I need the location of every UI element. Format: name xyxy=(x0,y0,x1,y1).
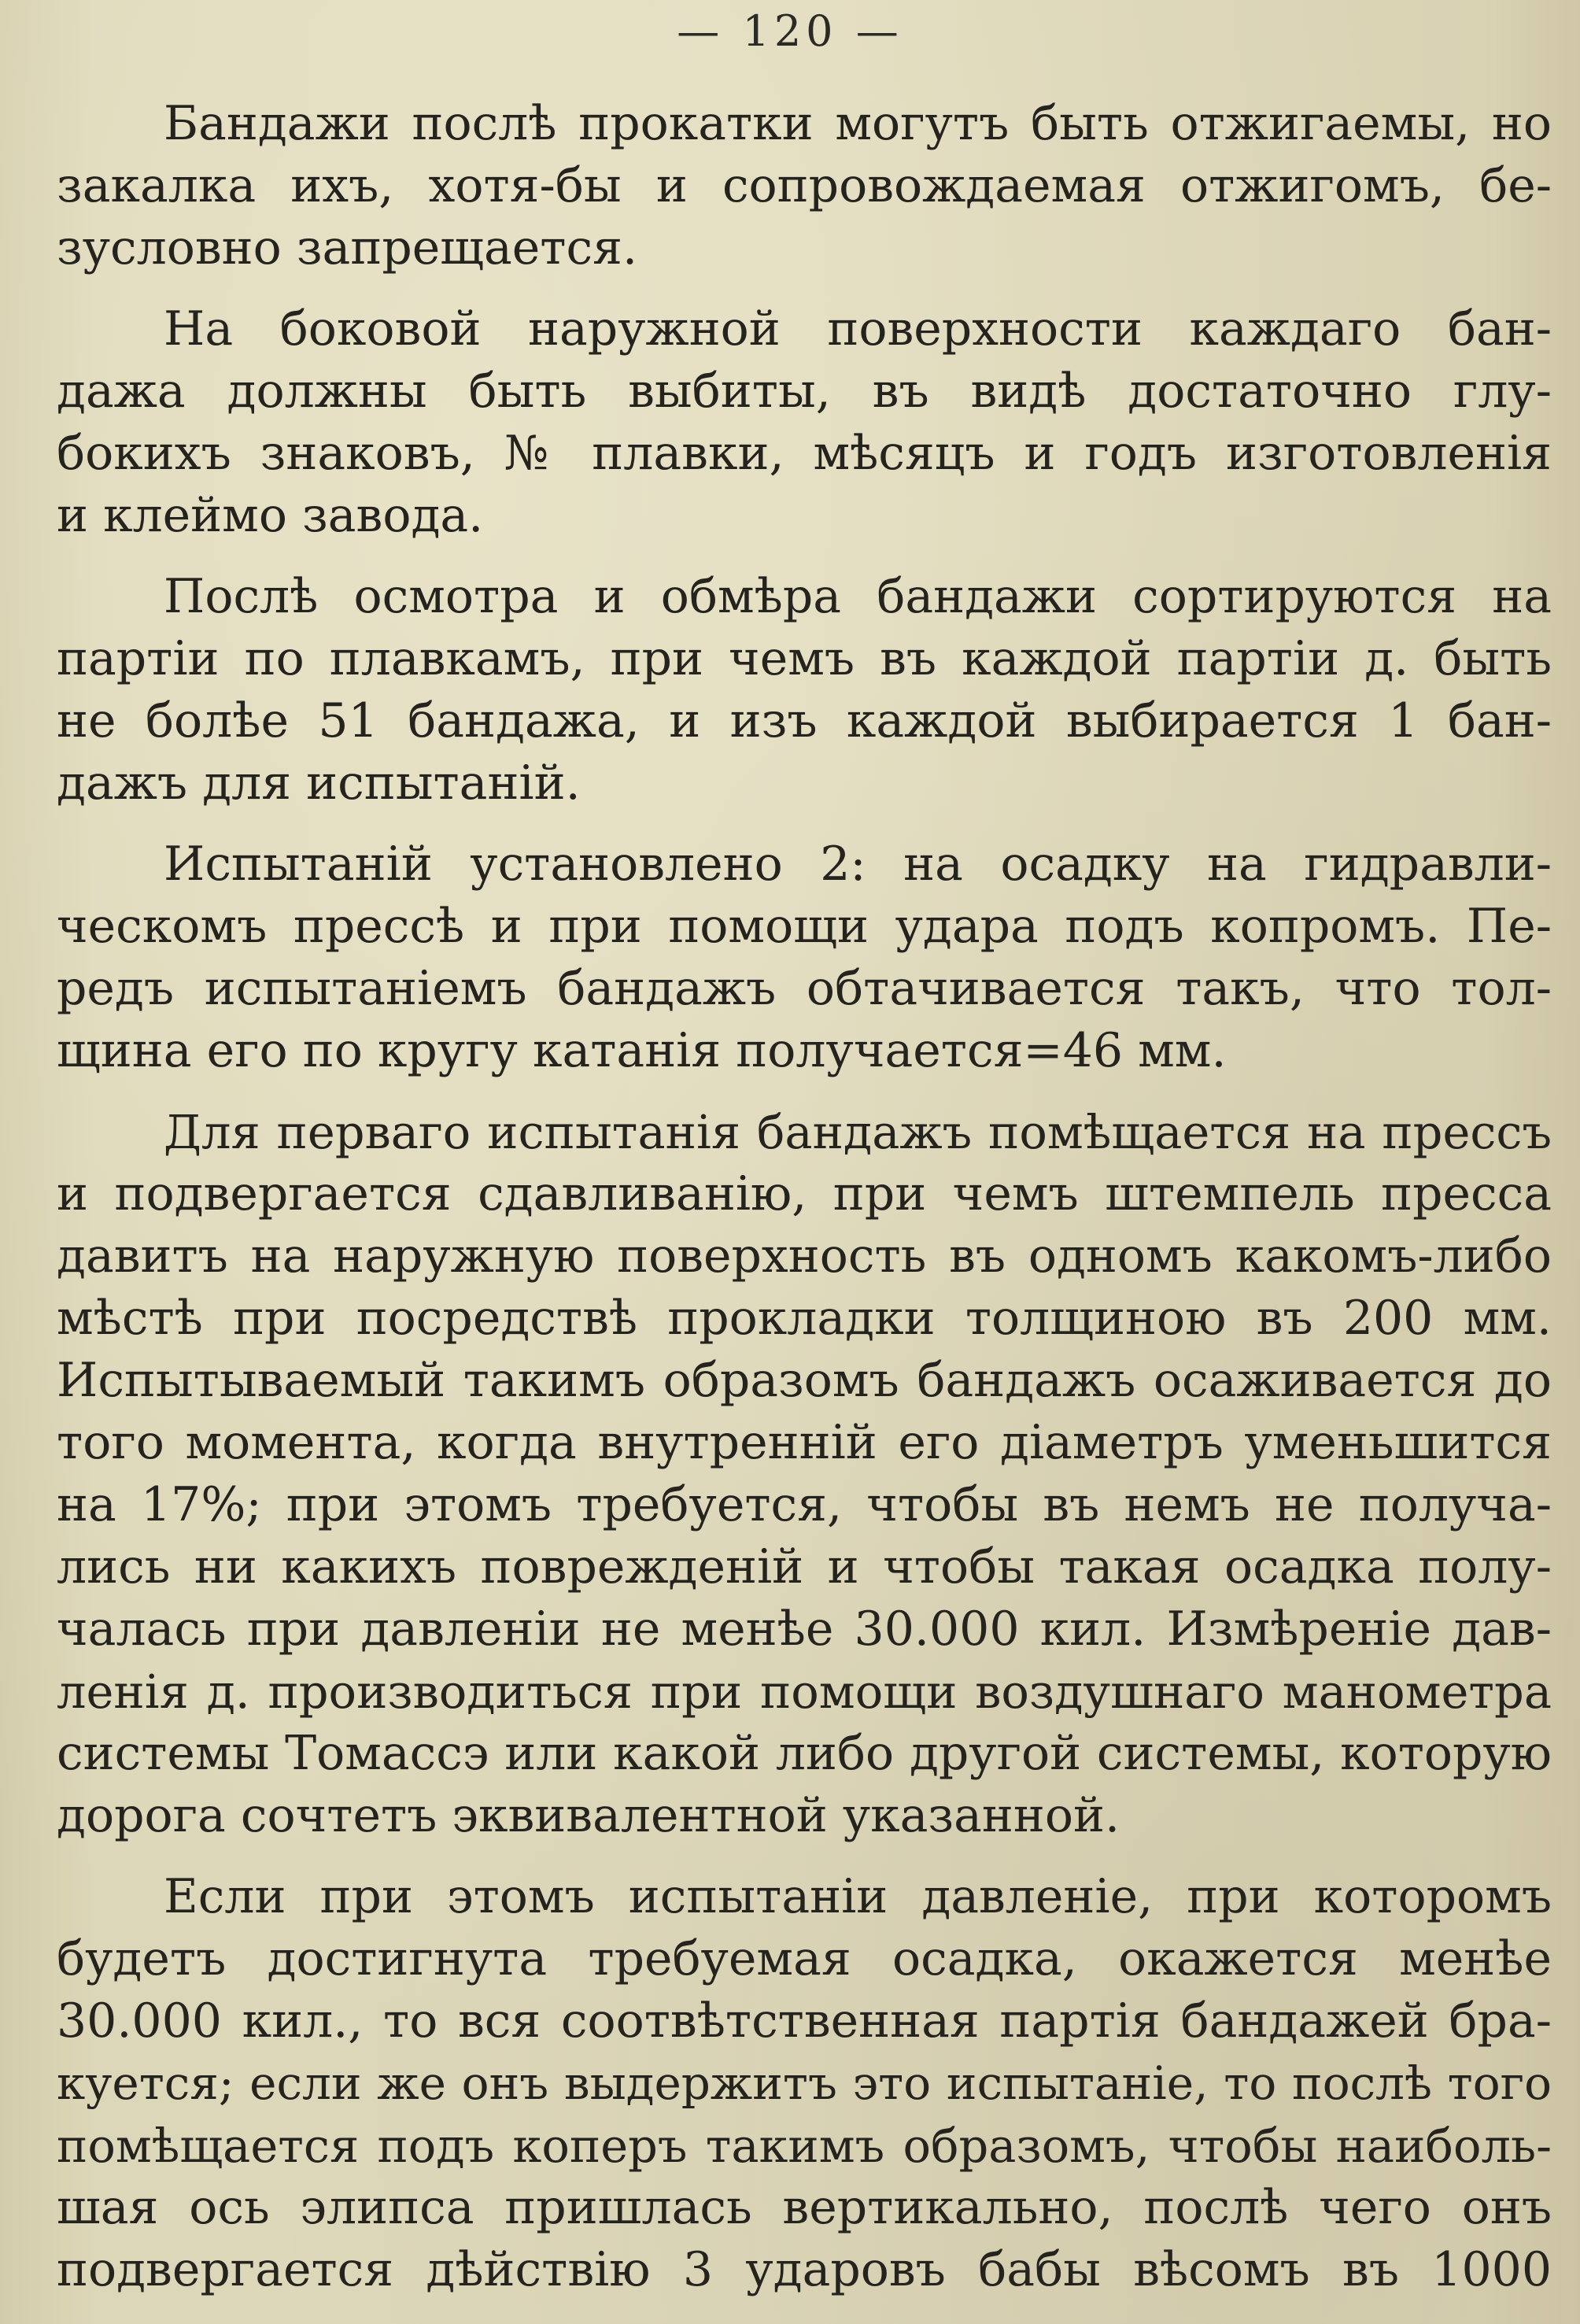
text-line: дорога сочтетъ эквивалентной указанной. xyxy=(57,1788,1120,1843)
text-line: Если при этомъ испытаніи давленіе, при которомъ xyxy=(164,1869,1552,1924)
text-line: помѣщается подъ коперъ такимъ образомъ, чтобы наиболь- xyxy=(57,2119,1552,2173)
text-line: и клеймо завода. xyxy=(57,488,484,543)
paragraph-2 xyxy=(57,298,1552,547)
text-line: подвергается дѣйствію 3 ударовъ бабы вѣсомъ въ 1000 xyxy=(57,2242,1552,2297)
text-line: Испытаній установлено 2: на осадку на гидравли- xyxy=(164,837,1552,892)
text-line: редъ испытаніемъ бандажъ обтачивается такъ, что тол- xyxy=(57,961,1552,1016)
text-line: давитъ на наружную поверхность въ одномъ какомъ-либо xyxy=(57,1229,1552,1284)
text-line: дажа должны быть выбиты, въ видѣ достаточно глу- xyxy=(57,364,1552,419)
text-line: куется; если же онъ выдержитъ это испытаніе, то послѣ того xyxy=(57,2056,1552,2110)
paragraph-1 xyxy=(57,93,1552,279)
body-text xyxy=(57,93,1552,2320)
text-line: закалка ихъ, хотя-бы и сопровождаемая отжигомъ, бе- xyxy=(57,158,1552,213)
text-line: дажъ для испытаній. xyxy=(57,756,581,811)
paragraph-5 xyxy=(57,1101,1552,1847)
text-line: шая ось элипса пришлась вертикально, послѣ чего онъ xyxy=(57,2180,1552,2235)
text-line: бокихъ знаковъ, № плавки, мѣсяцъ и годъ изготовленія xyxy=(57,426,1552,481)
text-line: ленія д. производиться при помощи воздушнаго манометра xyxy=(57,1664,1552,1719)
text-line: на 17%; при этомъ требуется, чтобы въ немъ не получа- xyxy=(57,1477,1552,1532)
text-line: того момента, когда внутренній его діаметръ уменьшится xyxy=(57,1415,1552,1470)
text-line: и подвергается сдавливанію, при чемъ штемпель пресса xyxy=(57,1166,1552,1221)
text-line: зусловно запрещается. xyxy=(57,220,638,275)
text-line: Испытываемый такимъ образомъ бандажъ осаживается до xyxy=(57,1353,1552,1408)
text-line: ческомъ прессѣ и при помощи удара подъ копромъ. Пе- xyxy=(57,899,1552,954)
text-line: мѣстѣ при посредствѣ прокладки толщиною въ 200 мм. xyxy=(57,1291,1552,1346)
paragraph-4 xyxy=(57,833,1552,1082)
paragraph-3 xyxy=(57,566,1552,815)
text-line: лись ни какихъ поврежденій и чтобы такая осадка полу- xyxy=(57,1539,1552,1594)
text-line: будетъ достигнута требуемая осадка, окажется менѣе xyxy=(57,1931,1552,1986)
text-line: Послѣ осмотра и обмѣра бандажи сортируются на xyxy=(164,569,1552,624)
text-line: щина его по кругу катанія получается=46 мм. xyxy=(57,1023,1227,1078)
text-line: системы Томассэ или какой либо другой системы, которую xyxy=(57,1726,1552,1781)
text-line: Бандажи послѣ прокатки могутъ быть отжигаемы, но xyxy=(164,96,1552,151)
text-line: На боковой наружной поверхности каждаго бан- xyxy=(164,301,1552,357)
text-line: партіи по плавкамъ, при чемъ въ каждой партіи д. быть xyxy=(57,631,1552,686)
text-line: чалась при давленіи не менѣе 30.000 кил. Измѣреніе дав- xyxy=(57,1602,1552,1657)
text-line: не болѣе 51 бандажа, и изъ каждой выбирается 1 бан- xyxy=(57,693,1552,748)
paragraph-6 xyxy=(57,1866,1552,2301)
page-number: — 120 — xyxy=(677,6,903,56)
text-line: Для перваго испытанія бандажъ помѣщается на прессъ xyxy=(164,1105,1552,1159)
text-line: 30.000 кил., то вся соотвѣтственная партія бандажей бра- xyxy=(57,1993,1552,2049)
